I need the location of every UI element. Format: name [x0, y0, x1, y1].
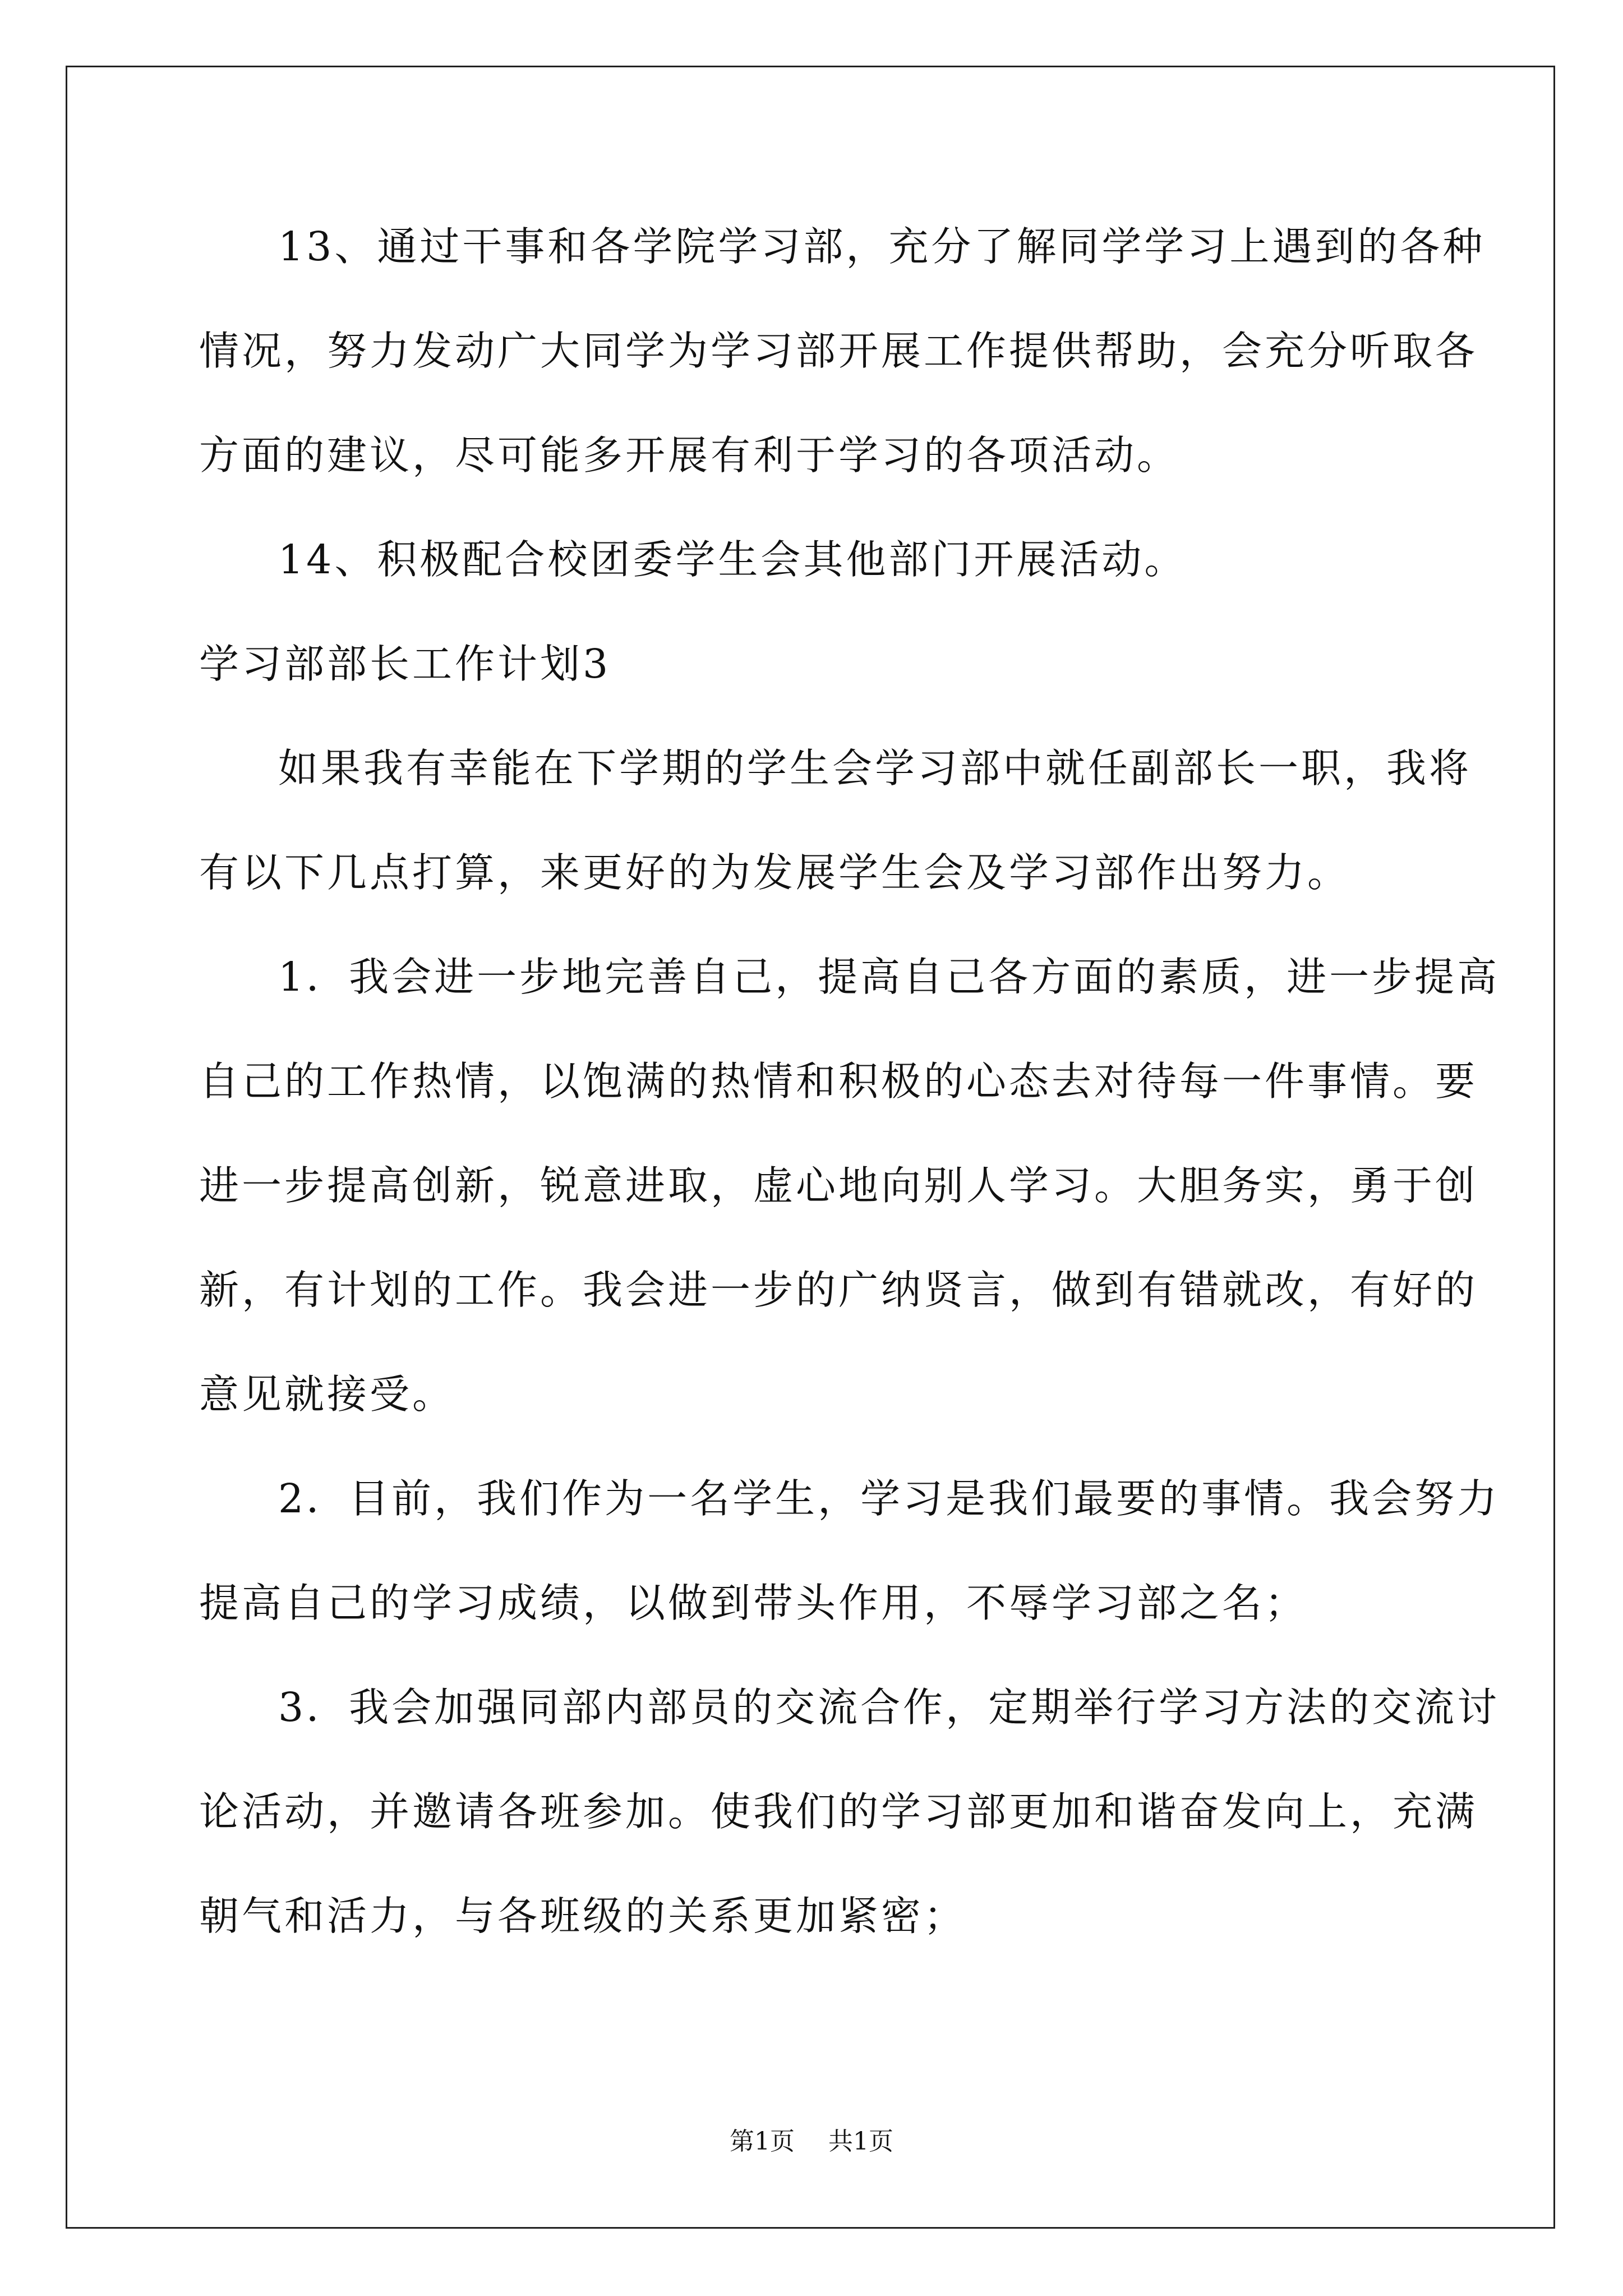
section-heading: 学习部部长工作计划3 [199, 641, 611, 687]
page-total: 共1页 [828, 2127, 893, 2156]
paragraph-13-line-3: 方面的建议，尽可能多开展有利于学习的各项活动。 [199, 432, 1180, 478]
paragraph-13-line-2: 情况，努力发动广大同学为学习部开展工作提供帮助，会充分听取各 [199, 328, 1478, 374]
point-1-line-2: 自己的工作热情，以饱满的热情和积极的心态去对待每一件事情。要 [199, 1058, 1478, 1105]
point-1-line-3: 进一步提高创新，锐意进取，虚心地向别人学习。大胆务实，勇于创 [199, 1162, 1478, 1209]
intro-line-1: 如果我有幸能在下学期的学生会学习部中就任副部长一职，我将 [278, 745, 1472, 792]
point-1-line-1: 1．我会进一步地完善自己，提高自己各方面的素质，进一步提高 [278, 954, 1500, 1000]
paragraph-13-line-1: 13、通过干事和各学院学习部，充分了解同学学习上遇到的各种 [278, 223, 1486, 270]
point-1-line-5: 意见就接受。 [199, 1371, 455, 1418]
point-3-line-3: 朝气和活力，与各班级的关系更加紧密； [199, 1893, 967, 1939]
point-3-line-2: 论活动，并邀请各班参加。使我们的学习部更加和谐奋发向上，充满 [199, 1788, 1478, 1835]
point-2-line-2: 提高自己的学习成绩，以做到带头作用，不辱学习部之名； [199, 1580, 1308, 1626]
intro-line-2: 有以下几点打算，来更好的为发展学生会及学习部作出努力。 [199, 849, 1350, 896]
paragraph-14: 14、积极配合校团委学生会其他部门开展活动。 [278, 536, 1187, 583]
point-1-line-4: 新，有计划的工作。我会进一步的广纳贤言，做到有错就改，有好的 [199, 1267, 1478, 1313]
point-3-line-1: 3．我会加强同部内部员的交流合作，定期举行学习方法的交流讨 [278, 1684, 1500, 1731]
page-number: 第1页 [730, 2127, 795, 2156]
page-footer [0, 2125, 1623, 2159]
point-2-line-1: 2．目前，我们作为一名学生，学习是我们最要的事情。我会努力 [278, 1475, 1500, 1522]
